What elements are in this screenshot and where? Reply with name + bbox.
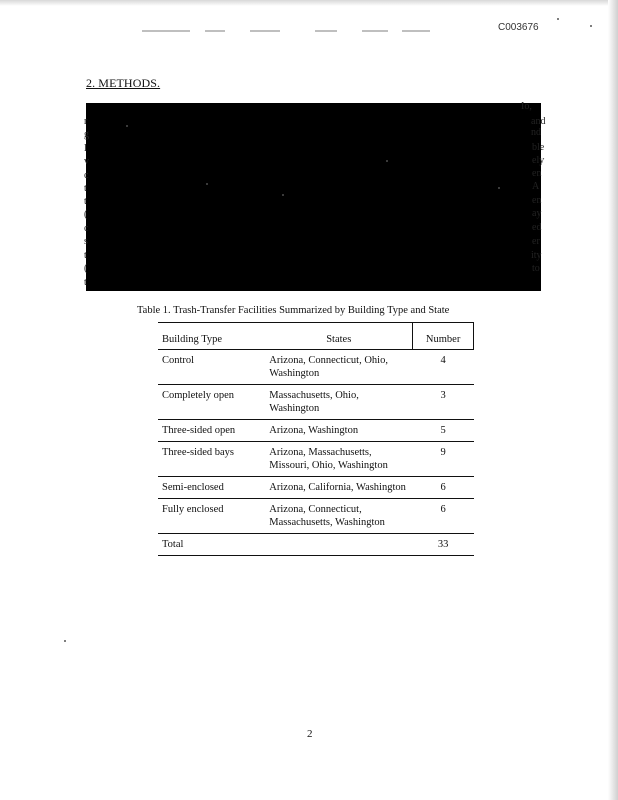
redaction-noise	[386, 160, 388, 162]
page-number: 2	[307, 728, 313, 740]
faint-header-mark	[362, 30, 388, 32]
cell-states: Arizona, Washington	[265, 420, 412, 442]
edge-fragment: en	[532, 168, 542, 179]
facilities-table	[158, 322, 474, 556]
edge-fragment: ely	[532, 155, 545, 166]
edge-fragment: s	[84, 236, 88, 247]
faint-header-mark	[205, 30, 225, 32]
scan-speck	[557, 18, 559, 20]
edge-fragment: ed	[532, 222, 542, 233]
table-row	[158, 385, 474, 420]
scan-speck	[590, 25, 592, 27]
total-states-empty	[265, 534, 412, 556]
edge-fragment: v	[84, 156, 89, 167]
table-header-row	[158, 323, 474, 350]
faint-header-mark	[402, 30, 430, 32]
facilities-table-container	[158, 322, 474, 550]
edge-fragment: A	[532, 181, 540, 192]
edge-fragment: to	[532, 263, 540, 274]
edge-fragment: ble	[532, 142, 545, 153]
cell-building-type: Semi-enclosed	[158, 477, 265, 499]
edge-fragment: t	[84, 183, 87, 194]
scan-edge-top	[0, 0, 618, 6]
edge-fragment: Io,	[521, 101, 532, 112]
total-number: 33	[413, 534, 474, 556]
total-label: Total	[158, 534, 265, 556]
edge-fragment: en	[532, 195, 542, 206]
cell-number: 4	[440, 355, 446, 366]
edge-fragment: (	[84, 209, 88, 220]
redaction-block	[86, 103, 541, 291]
cell-building-type: Fully enclosed	[158, 499, 265, 534]
scan-edge-right	[608, 0, 618, 800]
redaction-noise	[126, 125, 128, 127]
edge-fragment: t	[84, 250, 87, 261]
redaction-noise	[498, 187, 500, 189]
cell-number: 6	[413, 499, 474, 534]
edge-fragment: and	[531, 116, 546, 127]
redaction-noise	[206, 183, 208, 185]
cell-states: Arizona, California, Washington	[265, 477, 412, 499]
cell-building-type: Completely open	[158, 385, 265, 420]
edge-fragment: nd	[531, 127, 541, 138]
cell-building-type: Three-sided open	[158, 420, 265, 442]
scan-speck	[64, 640, 66, 642]
edge-fragment: er	[532, 236, 540, 247]
cell-states: Arizona, Connecticut, Massachusetts, Washington	[265, 499, 412, 534]
cell-number: 5	[413, 420, 474, 442]
edge-fragment: r	[84, 116, 88, 127]
document-id: C003676	[498, 22, 539, 33]
header-number: Number	[413, 323, 474, 350]
table-row	[158, 477, 474, 499]
table-row	[158, 499, 474, 534]
cell-building-type: Three-sided bays	[158, 442, 265, 477]
table-row	[158, 420, 474, 442]
cell-number: 6	[413, 477, 474, 499]
cell-states: Arizona, Connecticut, Ohio, Washington	[269, 355, 388, 379]
table-total-row	[158, 534, 474, 556]
edge-fragment: t	[84, 277, 87, 288]
edge-fragment: c	[84, 170, 89, 181]
edge-fragment: c	[84, 223, 89, 234]
edge-fragment: (	[84, 263, 88, 274]
edge-fragment: ity	[531, 250, 542, 261]
faint-header-mark	[250, 30, 280, 32]
cell-building-type: Control	[162, 355, 195, 366]
table-row	[158, 350, 474, 385]
cell-states: Arizona, Massachusetts, Missouri, Ohio, Washington	[265, 442, 412, 477]
faint-header-mark	[142, 30, 190, 32]
cell-number: 9	[413, 442, 474, 477]
header-building-type: Building Type	[158, 323, 265, 350]
redaction-noise	[282, 194, 284, 196]
faint-header-mark	[315, 30, 337, 32]
section-heading: 2. METHODS.	[86, 76, 161, 90]
edge-fragment: t	[84, 196, 87, 207]
edge-fragment: ay	[532, 208, 542, 219]
edge-fragment: g	[84, 129, 89, 140]
header-states: States	[265, 323, 412, 350]
edge-fragment: l	[84, 143, 87, 154]
table-caption: Table 1. Trash-Transfer Facilities Summarized by Building Type and State	[137, 305, 450, 316]
table-row	[158, 442, 474, 477]
cell-states: Massachusetts, Ohio, Washington	[265, 385, 412, 420]
cell-number: 3	[413, 385, 474, 420]
